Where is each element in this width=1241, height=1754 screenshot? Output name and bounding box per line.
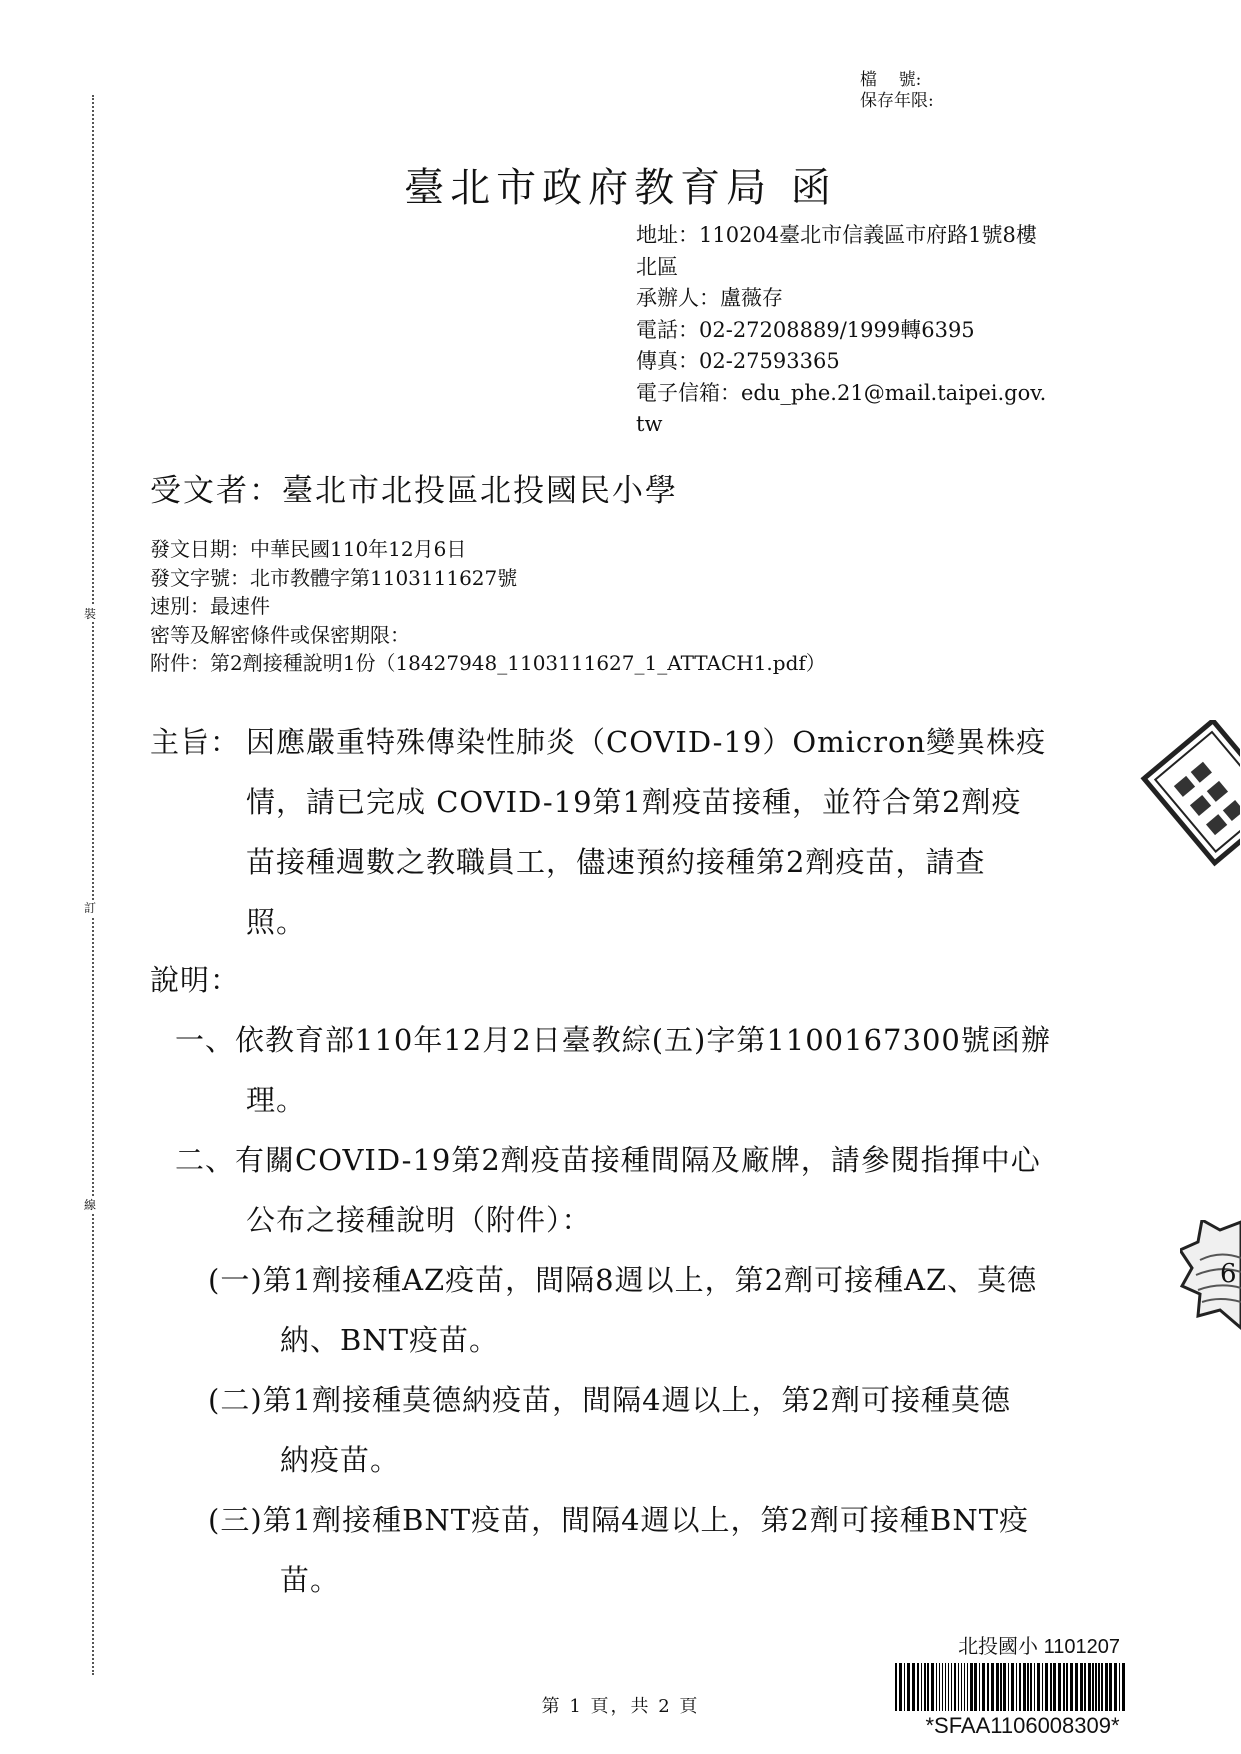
binding-mark-ding: 訂 bbox=[84, 901, 97, 915]
retention-label: 保存年限: bbox=[860, 91, 934, 111]
explanation-item-1-line-2: 理。 bbox=[246, 1083, 307, 1117]
barcode-code: *SFAA1106008309* bbox=[925, 1713, 1120, 1738]
document-meta bbox=[150, 535, 826, 678]
subject-line-1: 因應嚴重特殊傳染性肺炎（COVID-19）Omicron變異株疫 bbox=[246, 725, 1047, 759]
attachment: 附件：第2劑接種說明1份（18427948_1103111627_1_ATTACH1.pdf） bbox=[150, 651, 826, 675]
subject-line-3: 苗接種週數之教職員工，儘速預約接種第2劑疫苗，請查 bbox=[246, 845, 986, 879]
seal-number: 6 bbox=[1220, 1259, 1237, 1289]
email-line-1: 電子信箱：edu_phe.21@mail.taipei.gov. bbox=[636, 380, 1047, 405]
subject-label: 主旨： bbox=[150, 725, 241, 759]
explanation-label: 說明： bbox=[150, 963, 241, 997]
secrecy-level: 密等及解密條件或保密期限： bbox=[150, 622, 410, 647]
explanation-sub-3-line-1: (三)第1劑接種BNT疫苗，間隔4週以上，第2劑可接種BNT疫 bbox=[208, 1503, 1030, 1537]
speed-class: 速別：最速件 bbox=[150, 594, 270, 618]
contact-person: 承辦人：盧薇存 bbox=[636, 286, 783, 310]
binding-mark-zhuang: 裝 bbox=[84, 607, 97, 621]
document-number: 發文字號：北市教體字第1103111627號 bbox=[150, 565, 518, 590]
explanation-sub-3-line-2: 苗。 bbox=[280, 1563, 341, 1597]
explanation-item-2-line-2: 公布之接種說明（附件）： bbox=[246, 1203, 592, 1237]
fax: 傳真：02-27593365 bbox=[636, 349, 840, 373]
sender-info bbox=[636, 220, 1106, 441]
explanation-sub-1-line-1: (一)第1劑接種AZ疫苗，間隔8週以上，第2劑可接種AZ、莫德 bbox=[208, 1263, 1038, 1297]
binding-mark-xian: 線 bbox=[84, 1198, 97, 1212]
issue-date: 發文日期：中華民國110年12月6日 bbox=[150, 537, 467, 561]
binding-dotted-line bbox=[92, 95, 94, 1675]
explanation-sub-1-line-2: 納、BNT疫苗。 bbox=[280, 1323, 500, 1357]
explanation-sub-2-line-1: (二)第1劑接種莫德納疫苗，間隔4週以上，第2劑可接種莫德 bbox=[208, 1383, 1011, 1417]
archive-info bbox=[860, 70, 934, 112]
subject-line-2: 情，請已完成 COVID-19第1劑疫苗接種，並符合第2劑疫 bbox=[246, 785, 1022, 819]
subject-line-4: 照。 bbox=[246, 905, 307, 939]
barcode-block bbox=[895, 1630, 1150, 1739]
address-line-1: 地址：110204臺北市信義區市府路1號8樓 bbox=[636, 223, 1037, 247]
phone: 電話：02-27208889/1999轉6395 bbox=[636, 317, 975, 342]
recipient: 受文者：臺北市北投區北投國民小學 bbox=[150, 473, 678, 509]
explanation-sub-2-line-2: 納疫苗。 bbox=[280, 1443, 401, 1477]
receipt-stamp bbox=[1140, 720, 1240, 870]
file-number-label: 檔 號: bbox=[860, 70, 922, 90]
address-line-2: 北區 bbox=[636, 254, 678, 279]
page-footer: 第 1 頁，共 2 頁 bbox=[541, 1696, 700, 1717]
email-line-2: tw bbox=[636, 412, 663, 436]
explanation-item-1-line-1: 一、依教育部110年12月2日臺教綜(五)字第1100167300號函辦 bbox=[175, 1023, 1051, 1057]
document-title: 臺北市政府教育局 函 bbox=[404, 165, 837, 211]
barcode-label: 北投國小 1101207 bbox=[958, 1636, 1120, 1658]
explanation-item-2-line-1: 二、有關COVID-19第2劑疫苗接種間隔及廠牌，請參閱指揮中心 bbox=[175, 1143, 1041, 1177]
numbered-seal bbox=[1180, 1220, 1241, 1330]
